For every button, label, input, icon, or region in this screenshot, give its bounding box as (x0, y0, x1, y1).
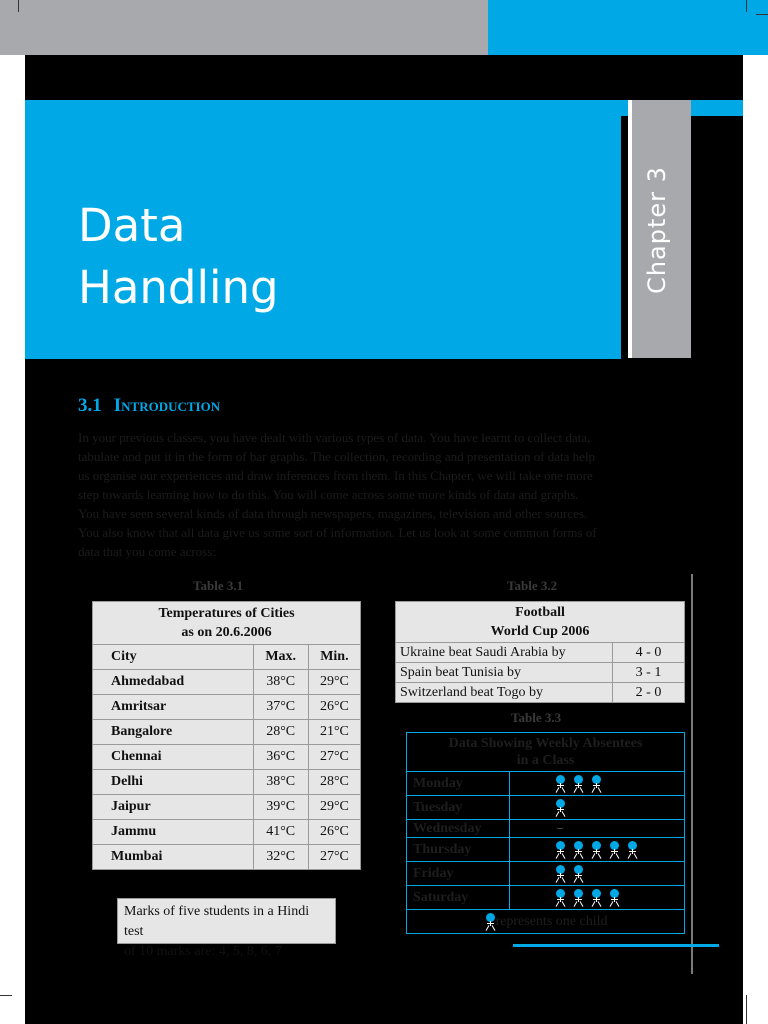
city-cell: Jammu (93, 820, 254, 845)
child-figure-icon (484, 913, 496, 931)
table-3-1-title (93, 602, 361, 645)
table-3-1-caption: Table 3.1 (193, 578, 244, 593)
day-cell: Thursday (407, 838, 510, 862)
day-cell: Tuesday (407, 796, 510, 820)
min-cell: 29°C (308, 795, 360, 820)
pictograph-cell (510, 886, 685, 910)
city-cell: Amritsar (93, 695, 254, 720)
city-cell: Delhi (93, 770, 254, 795)
table-3-2-caption: Table 3.2 (507, 578, 558, 593)
max-cell: 38°C (253, 770, 308, 795)
day-cell: Friday (407, 862, 510, 886)
crop-mark (756, 14, 768, 15)
table-row (396, 663, 685, 683)
max-cell: 39°C (253, 795, 308, 820)
child-figure-icon (554, 865, 566, 883)
intro-paragraph: In your previous classes, you have dealt with various types of data. You have learnt to collect data, tabulate and put it in the form of bar graphs. The collection, recording and presentation of data help us organise our experiences and draw inferences from them. In this Chapter, we will take one more step towards learning how to do this. You will come across some more kinds of data and graphs. You have seen several kinds of data through newspapers, magazines, television and other sources. You also know that all data give us some sort of information. Let us look at some common forms of data that you come across: (78, 430, 597, 559)
pictograph-cell (510, 838, 685, 862)
pictograph-cell (510, 820, 685, 838)
table-row (407, 886, 685, 910)
child-figure-icon (608, 841, 620, 859)
pictograph-cell (510, 862, 685, 886)
child-figure-icon (590, 841, 602, 859)
match-cell: Switzerland beat Togo by (396, 683, 613, 703)
table-row (407, 772, 685, 796)
table-3-2-title-line2: World Cup 2006 (490, 624, 590, 639)
chapter-title-line1: Data (78, 199, 186, 252)
min-cell: 27°C (308, 845, 360, 870)
child-figure-icon (554, 775, 566, 793)
table-row (93, 845, 361, 870)
city-cell: Jaipur (93, 795, 254, 820)
score-cell: 4 - 0 (613, 643, 685, 663)
city-cell: Mumbai (93, 845, 254, 870)
table-row (407, 820, 685, 838)
min-cell: 28°C (308, 770, 360, 795)
table-row (407, 796, 685, 820)
table-3-1-title-line1: Temperatures of Cities (158, 606, 295, 621)
table-row (93, 795, 361, 820)
max-cell: 28°C (253, 720, 308, 745)
min-cell: 26°C (308, 695, 360, 720)
crop-mark (746, 0, 747, 12)
max-cell: 36°C (253, 745, 308, 770)
marks-box-line2: of 10 marks are: 4, 5, 8, 6, 7 (124, 944, 282, 959)
table-row (407, 838, 685, 862)
table-row (93, 820, 361, 845)
child-figure-icon (590, 889, 602, 907)
child-figure-icon (608, 889, 620, 907)
table-3-3 (406, 732, 685, 934)
table-3-3-title (407, 733, 685, 772)
table-row (93, 745, 361, 770)
column-header-max: Max. (253, 645, 308, 670)
legend-cell (407, 910, 685, 934)
column-header-city: City (93, 645, 254, 670)
table-3-3-caption: Table 3.3 (511, 710, 562, 725)
child-figure-icon (572, 889, 584, 907)
table-row (93, 770, 361, 795)
book-page (25, 55, 743, 1024)
day-cell: Wednesday (407, 820, 510, 838)
table-row (93, 670, 361, 695)
pictograph-cell (510, 772, 685, 796)
table-3-3-title-line1: Data Showing Weekly Absentees (448, 736, 643, 751)
min-cell: 21°C (308, 720, 360, 745)
child-figure-icon (554, 889, 566, 907)
vertical-rule (691, 574, 693, 974)
day-cell: Monday (407, 772, 510, 796)
table-row (396, 643, 685, 663)
table-3-2-title-line1: Football (515, 605, 565, 620)
top-gray-strip (0, 0, 488, 55)
crop-mark (18, 0, 19, 12)
chapter-title (78, 195, 279, 319)
max-cell: 41°C (253, 820, 308, 845)
horizontal-rule (513, 944, 719, 947)
city-cell: Chennai (93, 745, 254, 770)
max-cell: 37°C (253, 695, 308, 720)
table-row (407, 862, 685, 886)
match-cell: Ukraine beat Saudi Arabia by (396, 643, 613, 663)
table-3-3-title-line2: in a Class (516, 753, 575, 768)
table-3-1-title-line2: as on 20.6.2006 (181, 625, 272, 640)
column-header-min: Min. (308, 645, 360, 670)
max-cell: 32°C (253, 845, 308, 870)
crop-mark (0, 995, 12, 996)
child-figure-icon (572, 841, 584, 859)
min-cell: 26°C (308, 820, 360, 845)
child-figure-icon (572, 865, 584, 883)
chapter-label: Chapter 3 (643, 166, 671, 294)
min-cell: 29°C (308, 670, 360, 695)
section-number: 3.1 (78, 395, 102, 416)
pictograph-cell (510, 796, 685, 820)
table-3-1 (92, 601, 361, 870)
table-row (93, 720, 361, 745)
crop-mark (746, 995, 747, 1024)
marks-box-line1: Marks of five students in a Hindi test (124, 904, 310, 939)
legend-row (407, 910, 685, 934)
section-title: Introduction (113, 395, 221, 416)
child-figure-icon (626, 841, 638, 859)
table-3-2 (395, 601, 685, 703)
day-cell: Saturday (407, 886, 510, 910)
child-figure-icon (554, 799, 566, 817)
marks-box (117, 898, 336, 959)
empty-dash (557, 828, 563, 829)
match-cell: Spain beat Tunisia by (396, 663, 613, 683)
min-cell: 27°C (308, 745, 360, 770)
score-cell: 2 - 0 (613, 683, 685, 703)
child-figure-icon (554, 841, 566, 859)
legend-text: represents one child (495, 913, 608, 929)
child-figure-icon (572, 775, 584, 793)
chapter-title-line2: Handling (78, 261, 279, 314)
city-cell: Bangalore (93, 720, 254, 745)
section-heading (78, 395, 220, 417)
table-3-2-title (396, 602, 685, 643)
table-row (396, 683, 685, 703)
city-cell: Ahmedabad (93, 670, 254, 695)
table-row (93, 695, 361, 720)
score-cell: 3 - 1 (613, 663, 685, 683)
top-blue-strip (488, 0, 768, 55)
max-cell: 38°C (253, 670, 308, 695)
child-figure-icon (590, 775, 602, 793)
